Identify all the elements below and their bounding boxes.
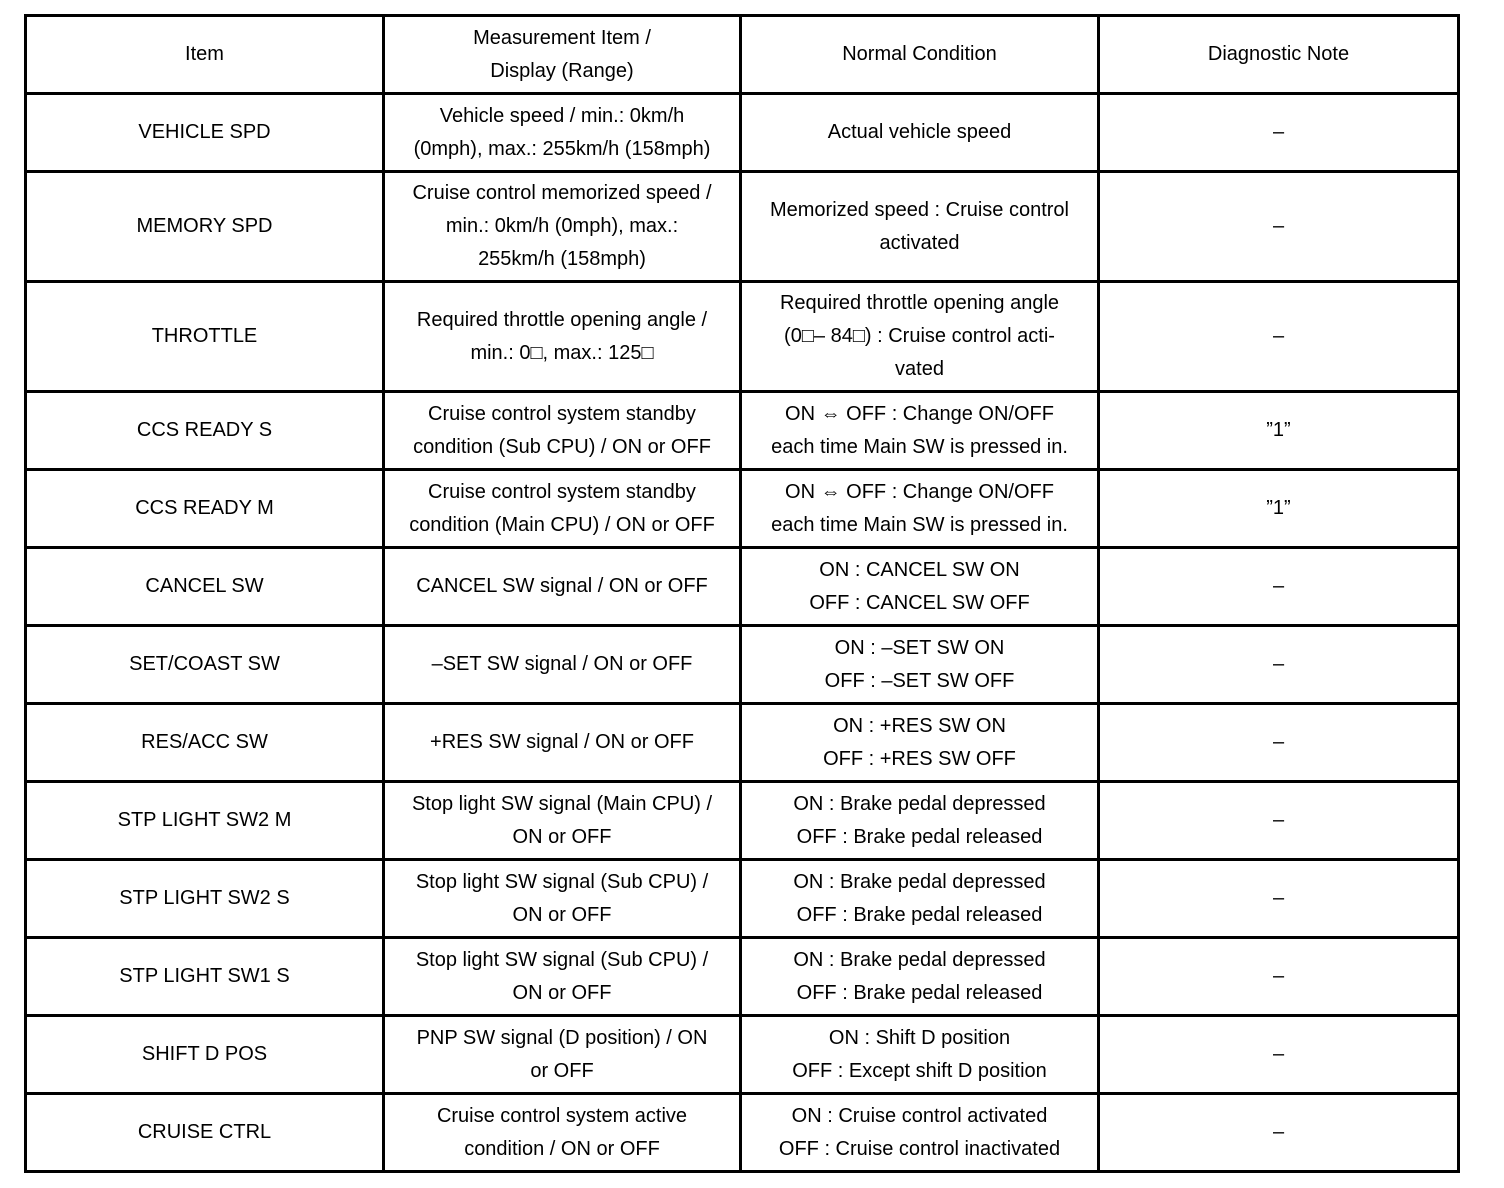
cell-normal-condition: Memorized speed : Cruise control activated xyxy=(741,172,1099,282)
header-row xyxy=(26,16,1459,94)
cell-normal-condition: ON : Brake pedal depressed OFF : Brake pedal released xyxy=(741,860,1099,938)
cell-item: VEHICLE SPD xyxy=(26,94,384,172)
cell-measurement: PNP SW signal (D position) / ON or OFF xyxy=(384,1016,741,1094)
cell-item: STP LIGHT SW2 M xyxy=(26,782,384,860)
table-row xyxy=(26,392,1459,470)
cell-diagnostic-note: ”1” xyxy=(1099,392,1459,470)
cell-measurement: Stop light SW signal (Sub CPU) / ON or OFF xyxy=(384,938,741,1016)
cell-measurement: CANCEL SW signal / ON or OFF xyxy=(384,548,741,626)
cell-measurement: Stop light SW signal (Main CPU) / ON or OFF xyxy=(384,782,741,860)
cell-diagnostic-note: – xyxy=(1099,938,1459,1016)
cell-normal-condition: Actual vehicle speed xyxy=(741,94,1099,172)
cell-diagnostic-note: – xyxy=(1099,1016,1459,1094)
table-row xyxy=(26,172,1459,282)
cell-diagnostic-note: – xyxy=(1099,172,1459,282)
cell-diagnostic-note: – xyxy=(1099,548,1459,626)
cell-normal-condition: ON ⇔ OFF : Change ON/OFF each time Main SW is pressed in. xyxy=(741,392,1099,470)
cell-item: CANCEL SW xyxy=(26,548,384,626)
cell-normal-condition: ON : +RES SW ON OFF : +RES SW OFF xyxy=(741,704,1099,782)
cell-item: RES/ACC SW xyxy=(26,704,384,782)
cell-normal-condition: ON : Brake pedal depressed OFF : Brake pedal released xyxy=(741,782,1099,860)
cell-diagnostic-note: ”1” xyxy=(1099,470,1459,548)
cell-diagnostic-note: – xyxy=(1099,626,1459,704)
table-row xyxy=(26,548,1459,626)
cell-diagnostic-note: – xyxy=(1099,282,1459,392)
table-row xyxy=(26,626,1459,704)
header-measurement: Measurement Item / Display (Range) xyxy=(384,16,741,94)
table-row xyxy=(26,860,1459,938)
cell-measurement: +RES SW signal / ON or OFF xyxy=(384,704,741,782)
cell-diagnostic-note: – xyxy=(1099,782,1459,860)
cell-item: MEMORY SPD xyxy=(26,172,384,282)
cell-normal-condition: ON : CANCEL SW ON OFF : CANCEL SW OFF xyxy=(741,548,1099,626)
diagnostic-data-table xyxy=(24,14,1460,1173)
cell-diagnostic-note: – xyxy=(1099,94,1459,172)
cell-measurement: Cruise control system standby condition (Main CPU) / ON or OFF xyxy=(384,470,741,548)
cell-measurement: Vehicle speed / min.: 0km/h (0mph), max.: 255km/h (158mph) xyxy=(384,94,741,172)
cell-measurement: Cruise control system standby condition (Sub CPU) / ON or OFF xyxy=(384,392,741,470)
cell-normal-condition: ON : –SET SW ON OFF : –SET SW OFF xyxy=(741,626,1099,704)
header-item: Item xyxy=(26,16,384,94)
table-row xyxy=(26,470,1459,548)
table-row xyxy=(26,938,1459,1016)
cell-normal-condition: ON ⇔ OFF : Change ON/OFF each time Main SW is pressed in. xyxy=(741,470,1099,548)
table-row xyxy=(26,1094,1459,1172)
cell-measurement: Stop light SW signal (Sub CPU) / ON or OFF xyxy=(384,860,741,938)
cell-normal-condition: Required throttle opening angle (0□– 84□) : Cruise control acti- vated xyxy=(741,282,1099,392)
header-diagnostic-note: Diagnostic Note xyxy=(1099,16,1459,94)
table-row xyxy=(26,282,1459,392)
cell-measurement: Required throttle opening angle / min.: 0□, max.: 125□ xyxy=(384,282,741,392)
table-row xyxy=(26,704,1459,782)
cell-normal-condition: ON : Shift D position OFF : Except shift D position xyxy=(741,1016,1099,1094)
header-normal-condition: Normal Condition xyxy=(741,16,1099,94)
cell-item: CCS READY S xyxy=(26,392,384,470)
cell-measurement: –SET SW signal / ON or OFF xyxy=(384,626,741,704)
cell-diagnostic-note: – xyxy=(1099,860,1459,938)
cell-item: STP LIGHT SW2 S xyxy=(26,860,384,938)
cell-item: CCS READY M xyxy=(26,470,384,548)
table-row xyxy=(26,782,1459,860)
cell-diagnostic-note: – xyxy=(1099,1094,1459,1172)
cell-diagnostic-note: – xyxy=(1099,704,1459,782)
cell-item: SHIFT D POS xyxy=(26,1016,384,1094)
cell-measurement: Cruise control system active condition / ON or OFF xyxy=(384,1094,741,1172)
cell-item: SET/COAST SW xyxy=(26,626,384,704)
cell-item: CRUISE CTRL xyxy=(26,1094,384,1172)
cell-normal-condition: ON : Cruise control activated OFF : Cruise control inactivated xyxy=(741,1094,1099,1172)
cell-item: THROTTLE xyxy=(26,282,384,392)
cell-item: STP LIGHT SW1 S xyxy=(26,938,384,1016)
cell-measurement: Cruise control memorized speed / min.: 0km/h (0mph), max.: 255km/h (158mph) xyxy=(384,172,741,282)
table-row xyxy=(26,94,1459,172)
table-row xyxy=(26,1016,1459,1094)
cell-normal-condition: ON : Brake pedal depressed OFF : Brake pedal released xyxy=(741,938,1099,1016)
